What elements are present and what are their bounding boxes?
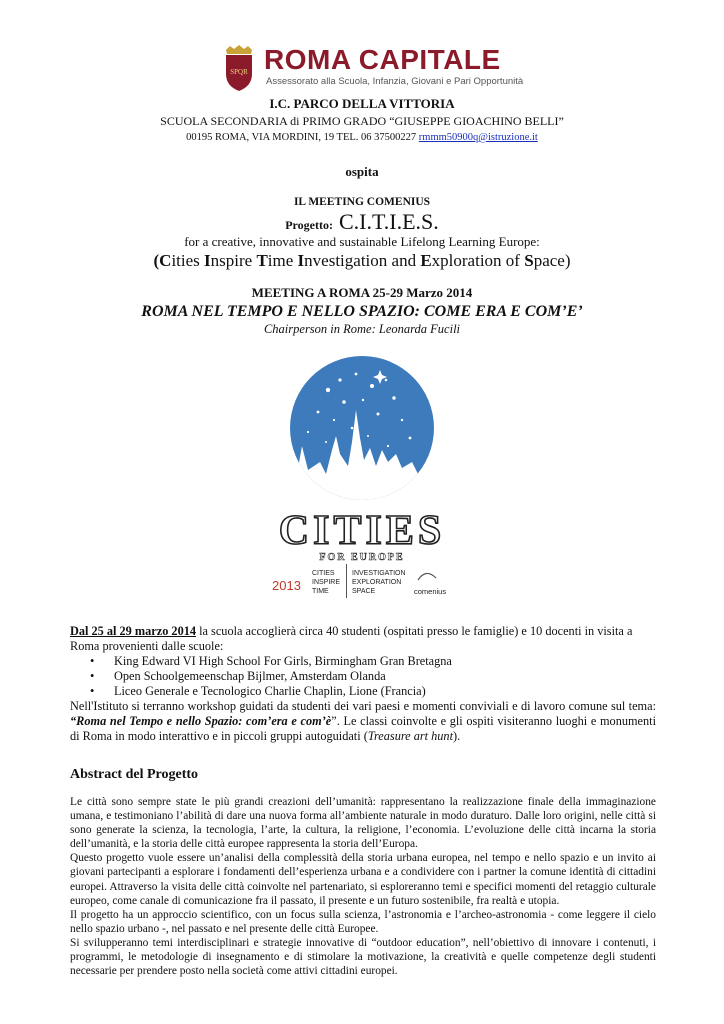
school-type: SCUOLA SECONDARIA di PRIMO GRADO “GIUSEPPE GIOACHINO BELLI” <box>160 114 564 128</box>
meeting-label: IL MEETING COMENIUS <box>293 196 431 208</box>
school-list <box>70 654 656 699</box>
sky-circle-icon <box>288 356 436 500</box>
email-link[interactable]: rmmm50900q@istruzione.it <box>418 132 538 143</box>
address-text: 00195 ROMA, VIA MORDINI, 19 TEL. 06 37500227 <box>186 132 417 143</box>
brand-subtitle: Assessorato alla Scuola, Infanzia, Giovani e Pari Opportunità <box>266 76 524 87</box>
logo-footer <box>272 564 446 598</box>
svg-text:CITIES: CITIES <box>312 570 335 577</box>
intro-dates: Dal 25 al 29 marzo 2014 <box>70 624 197 638</box>
svg-text:comenius: comenius <box>414 587 447 596</box>
project-acronym: (Cities Inspire Time Investigation and Exploration of Space) <box>153 251 571 270</box>
workshop-paragraph: Nell'Istituto si terranno workshop guidati da studenti dei vari paesi e momenti conviviali e di lavoro comune sul tema: “Roma nel Tempo e nello Spazio: com’era e com’è”. Le classi coinvolte e gli ospiti visiteranno luoghi e monumenti di Roma in modo interattivo e in piccoli gruppi autoguidati (Treasure art hunt). <box>70 699 656 743</box>
meeting-rome: MEETING A ROMA 25-29 Marzo 2014 <box>251 285 473 300</box>
project-name: C.I.T.I.E.S. <box>338 209 439 234</box>
svg-text:2013: 2013 <box>272 578 301 593</box>
svg-text:SPACE: SPACE <box>352 588 376 595</box>
list-item: • King Edward VI High School For Girls, Birmingham Gran Bretagna <box>90 654 452 668</box>
svg-text:CITIES: CITIES <box>278 508 446 554</box>
abstract-paragraph: Le città sono sempre state le più grandi creazioni dell’umanità: rappresentano la realizzazione finale della immaginazione umana, e testimoniano l’abilità di dare una nuova forma all’ambiente naturale in modo duraturo. Dalle loro origini, nelle città si sono generate la scienza, la tecnologia, l’arte, la cultura, la religione, l’economia. L’evoluzione delle città incarna la storia dell’umanità, e la storia delle città europee rappresenta la storia dell’Europa. <box>70 796 656 851</box>
workshop-theme: “Roma nel Tempo e nello Spazio: com’era e com’è <box>70 714 332 728</box>
cities-logo <box>268 350 456 612</box>
svg-text:TIME: TIME <box>312 588 329 595</box>
comenius-icon <box>418 573 436 580</box>
cities-wordmark <box>279 508 445 563</box>
svg-text:INVESTIGATION: INVESTIGATION <box>352 570 406 577</box>
list-item: • Open Schoolgemeenschap Bijlmer, Amsterdam Olanda <box>90 669 386 683</box>
roma-capitale-logo <box>222 44 542 96</box>
school-name: I.C. PARCO DELLA VITTORIA <box>269 96 455 111</box>
project-tagline: for a creative, innovative and sustainable Lifelong Learning Europe: <box>184 234 540 249</box>
intro-text: la scuola accoglierà circa 40 studenti (ospitati presso le famiglie) e 10 docenti in visita a Roma provenienti dalle scuole: <box>70 624 633 653</box>
chairperson: Chairperson in Rome: Leonarda Fucili <box>263 322 461 336</box>
project-label: Progetto: <box>285 218 333 232</box>
abstract-paragraph: Si svilupperanno temi interdisciplinari e strategie innovative di “outdoor education”, nell’obiettivo di innovare i contenuti, i programmi, le metodologie di insegnamento e di stimolare la motivazione, la creatività e quelle competenze degli studenti necessarie per prendere posto nella società come attivi cittadini europei. <box>70 936 656 978</box>
abstract-heading: Abstract del Progetto <box>70 767 199 782</box>
roma-crest-icon <box>222 44 256 92</box>
svg-text:FOR EUROPE: FOR EUROPE <box>319 552 405 563</box>
brand-title: ROMA CAPITALE <box>264 44 501 75</box>
svg-text:EXPLORATION: EXPLORATION <box>352 579 402 586</box>
svg-text:INSPIRE: INSPIRE <box>312 579 341 586</box>
rome-title: ROMA NEL TEMPO E NELLO SPAZIO: COME ERA E COM’E’ <box>141 303 583 320</box>
abstract-paragraph: Questo progetto vuole essere un’analisi della complessità della storia urbana europea, nel tempo e nello spazio e un invito ai giovani partecipanti a esplorare i fondamenti dell’esperienza urbana e a condividere con i partner la comune identità di cittadini europei. Attraverso la visita delle città coinvolte nel partenariato, si esploreranno temi e specifici momenti del retaggio culturale europeo, come canale di comunicazione fra il passato, il presente e un futuro sostenibile, fra realtà e utopia. <box>70 852 656 907</box>
abstract-paragraph: Il progetto ha un approccio scientifico, con un focus sulla scienza, l’astronomia e l’archeo-astronomia - come leggere il cielo nello spazio urbano -, nel passato e nel presente delle città Europee. <box>70 908 656 935</box>
treasure-hunt: Treasure art hunt <box>367 729 453 743</box>
abstract-body <box>70 795 656 978</box>
project-line <box>0 209 724 235</box>
school-address <box>0 132 724 143</box>
svg-text:SPQR: SPQR <box>230 68 248 76</box>
intro-paragraph <box>70 624 656 654</box>
list-item: • Liceo Generale e Tecnologico Charlie Chaplin, Lione (Francia) <box>90 684 426 698</box>
ospita-label: ospita <box>345 164 379 179</box>
